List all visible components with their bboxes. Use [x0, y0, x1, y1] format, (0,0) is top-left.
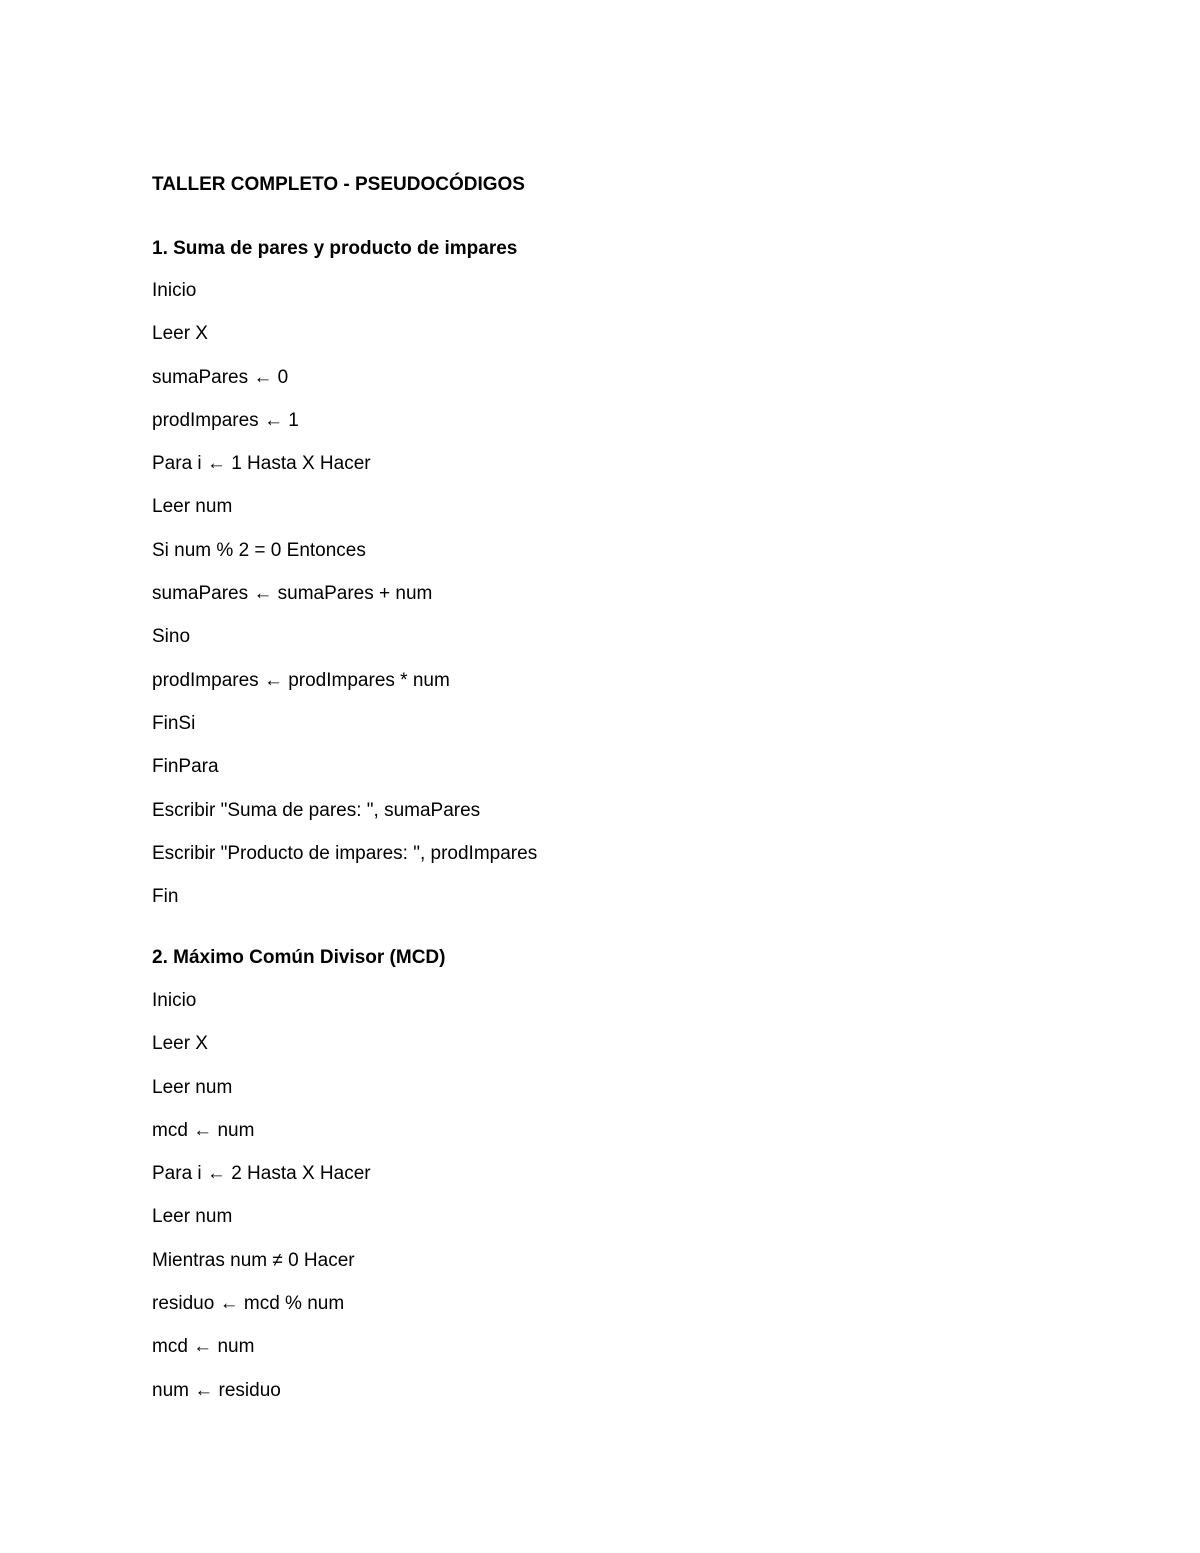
code-line: sumaPares ← 0 — [152, 366, 289, 388]
code-line: sumaPares ← sumaPares + num — [152, 583, 433, 605]
code-line: Fin — [152, 886, 179, 908]
code-line: Inicio — [152, 990, 197, 1011]
code-line: Si num % 2 = 0 Entonces — [152, 539, 366, 561]
code-line: Mientras num ≠ 0 Hacer — [152, 1249, 355, 1271]
code-line: mcd ← num — [152, 1119, 255, 1141]
code-line: prodImpares ← 1 — [152, 409, 299, 431]
code-line: Leer X — [152, 323, 208, 345]
code-line: num ← residuo — [152, 1379, 281, 1401]
code-line: Sino — [152, 626, 191, 648]
section-heading-2: 2. Máximo Común Divisor (MCD) — [152, 947, 446, 968]
code-line: Leer X — [152, 1033, 208, 1055]
code-line: Para i ← 2 Hasta X Hacer — [152, 1163, 371, 1185]
code-line: Inicio — [152, 280, 197, 301]
section-heading-1: 1. Suma de pares y producto de impares — [152, 238, 518, 259]
code-line: Escribir "Suma de pares: ", sumaPares — [152, 799, 481, 821]
code-line: FinPara — [152, 756, 219, 778]
document-title: TALLER COMPLETO - PSEUDOCÓDIGOS — [152, 174, 525, 195]
code-line: FinSi — [152, 712, 196, 734]
code-line: Leer num — [152, 1206, 233, 1228]
code-line: residuo ← mcd % num — [152, 1293, 345, 1315]
code-line: mcd ← num — [152, 1336, 255, 1358]
section-1-code — [152, 278, 537, 927]
code-line: Leer num — [152, 496, 233, 518]
section-2-code — [152, 988, 371, 1421]
code-line: Leer num — [152, 1076, 233, 1098]
code-line: Escribir "Producto de impares: ", prodImpares — [152, 842, 538, 864]
code-line: prodImpares ← prodImpares * num — [152, 669, 450, 691]
code-line: Para i ← 1 Hasta X Hacer — [152, 453, 371, 475]
